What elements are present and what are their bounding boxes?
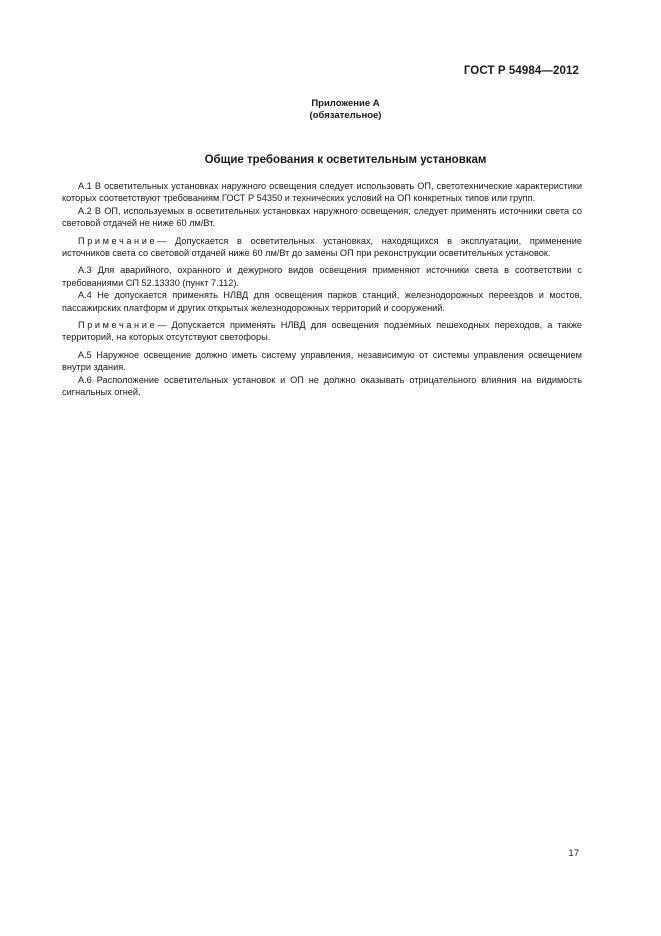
paragraph-a2: А.2 В ОП, используемых в осветительных установках наружного освещения, следует применять источники света со световой отдачей не ниже 60 лм/Вт. — [62, 205, 582, 229]
note-1-text: — Допускается в осветительных установках, находящихся в эксплуатации, применение источников света со световой отдачей ниже 60 лм/Вт до замены ОП при реконструкции осветительных установок. — [62, 235, 582, 259]
page-number: 17 — [568, 848, 579, 859]
section-title: Общие требования к осветительным установкам — [204, 154, 487, 166]
note-2-text: — Допускается применять НЛВД для освещения подземных пешеходных переходов, а также территорий, на которых отсутствуют светофоры. — [62, 320, 582, 343]
paragraph-a6: А.6 Расположение осветительных установок и ОП не должно оказывать отрицательного влияния на видимость сигнальных огней. — [62, 374, 582, 398]
annex-status: (обязательное) — [309, 109, 382, 121]
paragraph-a5: А.5 Наружное освещение должно иметь систему управления, независимую от системы управления освещением внутри здания. — [62, 349, 582, 373]
note-1 — [62, 235, 582, 260]
paragraph-a3: А.3 Для аварийного, охранного и дежурного видов освещения применяют источники света в соответствии с требованиями СП 52.13330 (пункт 7.112). — [62, 265, 582, 288]
paragraph-a4: А.4 Не допускается применять НЛВД для освещения парков станций, железнодорожных переездов и мостов, пассажирских платформ и других открытых железнодорожных территорий и сооружений. — [62, 290, 582, 313]
annex-label: Приложение А — [311, 98, 380, 109]
note-2-label: Примечание — [78, 320, 158, 331]
document-body — [62, 180, 582, 399]
paragraph-a1: А.1 В осветительных установках наружного освещения следует использовать ОП, светотехнические характеристики которых соответствуют требованиям ГОСТ Р 54350 и технических условий на ОП конкретных типов или групп. — [62, 181, 582, 204]
note-1-label: Примечание — [78, 235, 158, 246]
annex-heading — [0, 98, 661, 121]
standard-code: ГОСТ Р 54984—2012 — [463, 65, 579, 77]
note-2 — [62, 319, 582, 344]
